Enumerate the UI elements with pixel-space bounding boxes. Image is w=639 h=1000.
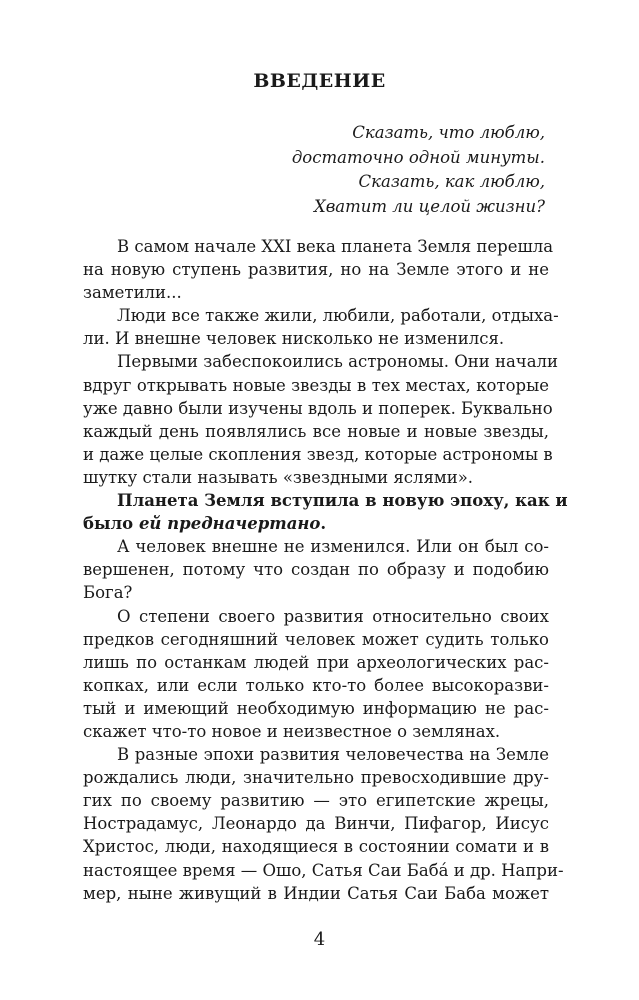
text-line: каждый день появлялись все новые и новые звезды, [83,421,549,441]
text-line: Христос, люди, находящиеся в состоянии сомати и в [83,837,549,857]
text-line: тый и имеющий необходимую информацию не рас- [83,698,549,718]
text-line: ли. И внешне человек нисколько не изменился. [83,329,505,349]
text-line: Первыми забеспокоились астрономы. Они начали [117,352,559,372]
chapter-title: ВВЕДЕНИЕ [253,70,386,92]
text-line: скажет что-то новое и неизвестное о землянах. [83,721,501,741]
text-line: заметили... [83,283,182,303]
epigraph-line: Сказать, что люблю, [352,123,545,142]
text-line: В самом начале XXI века планета Земля перешла [117,237,554,256]
bold-text-fragment: было [83,514,139,534]
epigraph-line: Сказать, как люблю, [358,172,545,191]
text-line: шутку стали называть «звездными яслями». [83,467,474,487]
text-line: уже давно были изучены вдоль и поперек. Буквально [83,398,553,418]
text-line: вдруг открывать новые звезды в тех местах, которые [83,375,549,395]
text-line: рождались люди, значительно превосходившие дру- [83,768,549,788]
epigraph [125,121,545,219]
page-number: 4 [313,929,326,950]
text-line: Бога? [83,583,133,603]
bold-text-line [83,512,549,535]
text-line: вершенен, потому что создан по образу и подобию [83,560,549,580]
epigraph-line: достаточно одной минуты. [291,147,545,167]
text-line: копках, или если только кто-то более высокоразви- [83,675,549,695]
text-line: мер, ныне живущий в Индии Сатья Саи Баба может [83,883,549,903]
bold-text-line: Планета Земля вступила в новую эпоху, как и [117,491,568,511]
bold-text-fragment: . [320,514,327,534]
text-line: В разные эпохи развития человечества на Земле [117,745,549,765]
text-line: Люди все также жили, любили, работали, отдыха- [117,306,559,326]
text-line: Нострадамус, Леонардо да Винчи, Пифагор, Иисус [83,814,549,834]
text-line: А человек внешне не изменился. Или он был со- [117,537,549,557]
text-line: лишь по останкам людей при археологических рас- [83,652,549,672]
text-line: и даже целые скопления звезд, которые астрономы в [83,444,553,464]
text-line: О степени своего развития относительно своих [117,606,549,626]
text-line: настоящее время — Ошо, Сатья Саи Бабá и др. Напри- [83,860,564,880]
text-line: предков сегодняшний человек может судить только [83,629,549,649]
bold-italic-emphasis: ей предначертано [138,514,321,534]
text-line: гих по своему развитию — это египетские жрецы, [83,791,549,811]
text-line: на новую ступень развития, но на Земле этого и не [83,260,549,280]
body-text [83,235,568,905]
epigraph-line: Хватит ли целой жизни? [313,196,545,216]
